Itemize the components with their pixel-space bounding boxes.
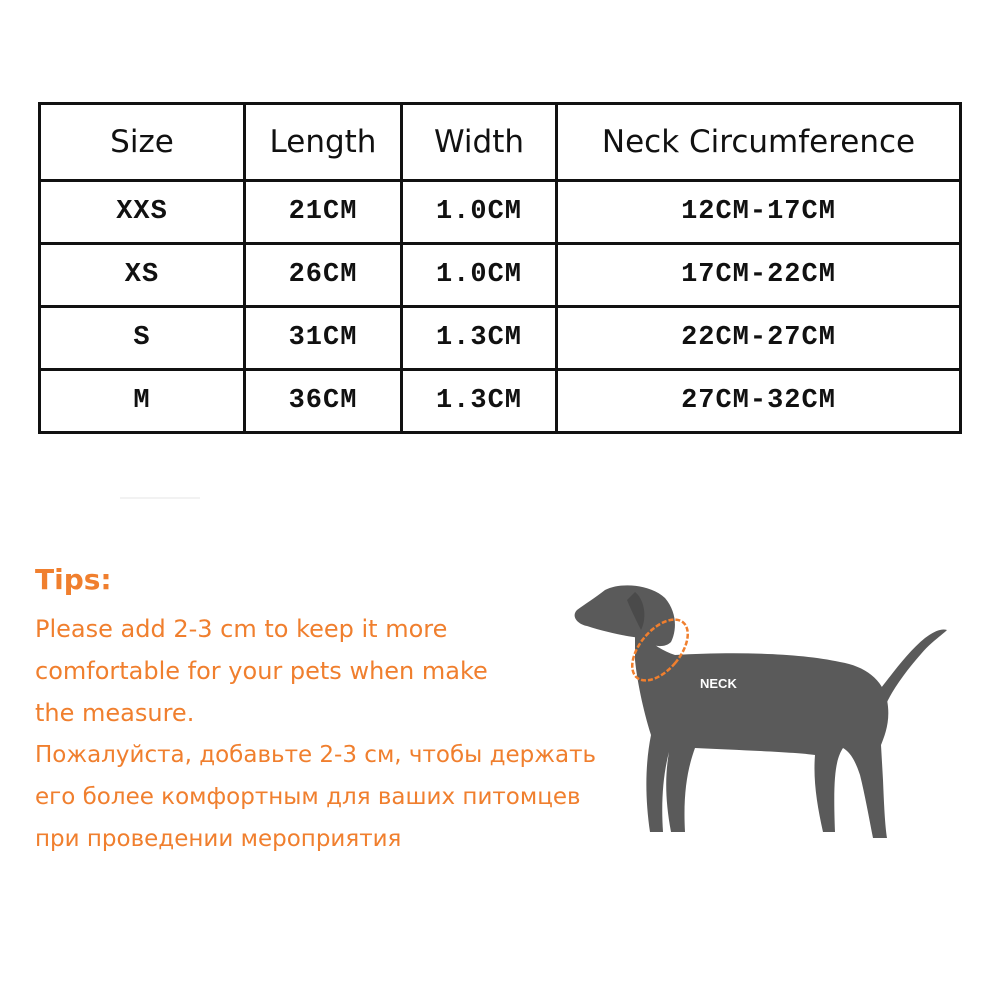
tips-line-ru: Пожалуйста, добавьте 2-3 см, чтобы держать bbox=[35, 742, 597, 768]
table-row bbox=[40, 370, 961, 433]
header-neck-circumference: Neck Circumference bbox=[557, 104, 961, 181]
tips-title: Tips: bbox=[35, 563, 112, 596]
cell-neck: 27CM-32CM bbox=[557, 370, 961, 433]
cell-width: 1.3CM bbox=[402, 370, 557, 433]
tips-line-ru: его более комфортным для ваших питомцев bbox=[35, 784, 581, 810]
table-row bbox=[40, 244, 961, 307]
cell-length: 21CM bbox=[245, 181, 402, 244]
tips-line-ru: при проведении мероприятия bbox=[35, 826, 402, 852]
cell-width: 1.0CM bbox=[402, 181, 557, 244]
tips-line-en: comfortable for your pets when make bbox=[35, 657, 488, 685]
cell-length: 31CM bbox=[245, 307, 402, 370]
neck-label: NECK bbox=[700, 676, 737, 691]
divider bbox=[120, 497, 200, 499]
dog-silhouette-icon bbox=[575, 585, 947, 838]
cell-neck: 12CM-17CM bbox=[557, 181, 961, 244]
cell-neck: 17CM-22CM bbox=[557, 244, 961, 307]
tips-line-en: the measure. bbox=[35, 699, 195, 727]
table-row bbox=[40, 181, 961, 244]
cell-length: 26CM bbox=[245, 244, 402, 307]
cell-size: S bbox=[40, 307, 245, 370]
cell-width: 1.0CM bbox=[402, 244, 557, 307]
cell-neck: 22CM-27CM bbox=[557, 307, 961, 370]
tips-section bbox=[35, 563, 655, 860]
size-chart-table bbox=[38, 102, 962, 434]
cell-size: XS bbox=[40, 244, 245, 307]
dog-illustration bbox=[565, 570, 965, 870]
table-header-row bbox=[40, 104, 961, 181]
cell-size: M bbox=[40, 370, 245, 433]
cell-length: 36CM bbox=[245, 370, 402, 433]
header-length: Length bbox=[245, 104, 402, 181]
header-width: Width bbox=[402, 104, 557, 181]
header-size: Size bbox=[40, 104, 245, 181]
cell-width: 1.3CM bbox=[402, 307, 557, 370]
cell-size: XXS bbox=[40, 181, 245, 244]
table-row bbox=[40, 307, 961, 370]
tips-line-en: Please add 2-3 cm to keep it more bbox=[35, 615, 448, 643]
